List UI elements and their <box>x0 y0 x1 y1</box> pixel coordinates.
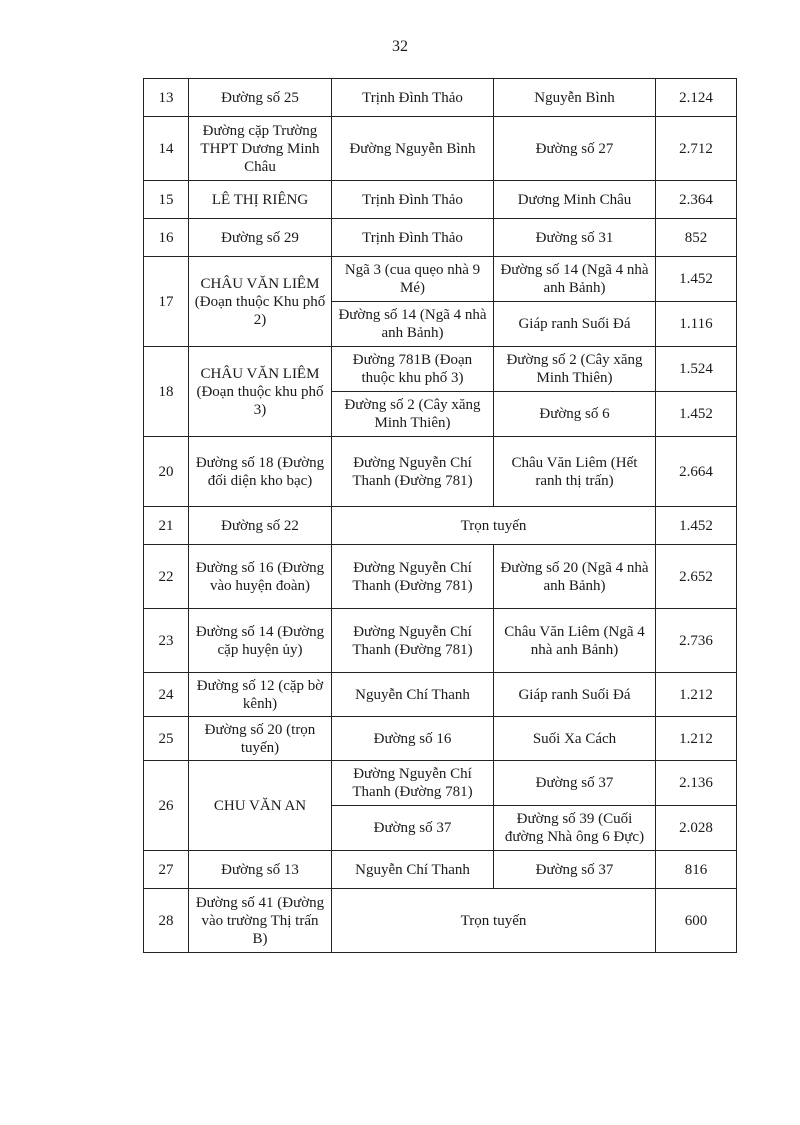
price-value: 2.028 <box>656 806 737 851</box>
segment-to: Nguyễn Bình <box>494 79 656 117</box>
table-row <box>144 673 737 717</box>
segment-to: Đường số 37 <box>494 761 656 806</box>
road-name: Đường số 16 (Đường vào huyện đoàn) <box>189 545 332 609</box>
row-number: 28 <box>144 889 189 953</box>
table-row <box>144 437 737 507</box>
segment-to: Giáp ranh Suối Đá <box>494 302 656 347</box>
table-row <box>144 181 737 219</box>
price-value: 600 <box>656 889 737 953</box>
segment-from: Trịnh Đình Thảo <box>332 181 494 219</box>
segment-to: Đường số 14 (Ngã 4 nhà anh Bảnh) <box>494 257 656 302</box>
price-value: 1.212 <box>656 673 737 717</box>
road-name: Đường số 29 <box>189 219 332 257</box>
segment-from: Đường Nguyễn Chí Thanh (Đường 781) <box>332 609 494 673</box>
price-value: 2.652 <box>656 545 737 609</box>
row-number: 17 <box>144 257 189 347</box>
segment-from: Đường số 37 <box>332 806 494 851</box>
price-value: 1.212 <box>656 717 737 761</box>
segment-from: Đường 781B (Đoạn thuộc khu phố 3) <box>332 347 494 392</box>
price-value: 2.124 <box>656 79 737 117</box>
segment-from: Đường số 2 (Cây xăng Minh Thiên) <box>332 392 494 437</box>
segment-from: Nguyễn Chí Thanh <box>332 673 494 717</box>
segment-to: Đường số 20 (Ngã 4 nhà anh Bảnh) <box>494 545 656 609</box>
price-value: 2.364 <box>656 181 737 219</box>
table-row <box>144 117 737 181</box>
road-name: Đường số 14 (Đường cặp huyện ủy) <box>189 609 332 673</box>
table-row <box>144 761 737 806</box>
segment-to: Giáp ranh Suối Đá <box>494 673 656 717</box>
road-name: CHÂU VĂN LIÊM (Đoạn thuộc khu phố 3) <box>189 347 332 437</box>
row-number: 13 <box>144 79 189 117</box>
full-route: Trọn tuyến <box>332 507 656 545</box>
segment-to: Châu Văn Liêm (Hết ranh thị trấn) <box>494 437 656 507</box>
segment-to: Đường số 6 <box>494 392 656 437</box>
price-value: 2.712 <box>656 117 737 181</box>
table-row <box>144 507 737 545</box>
price-table <box>143 78 737 953</box>
road-name: CHU VĂN AN <box>189 761 332 851</box>
row-number: 21 <box>144 507 189 545</box>
segment-from: Trịnh Đình Thảo <box>332 219 494 257</box>
table-row <box>144 851 737 889</box>
segment-from: Đường Nguyễn Bình <box>332 117 494 181</box>
row-number: 18 <box>144 347 189 437</box>
segment-from: Nguyễn Chí Thanh <box>332 851 494 889</box>
road-name: LÊ THỊ RIÊNG <box>189 181 332 219</box>
segment-to: Đường số 39 (Cuối đường Nhà ông 6 Đực) <box>494 806 656 851</box>
segment-to: Suối Xa Cách <box>494 717 656 761</box>
price-value: 852 <box>656 219 737 257</box>
road-name: Đường số 12 (cặp bờ kênh) <box>189 673 332 717</box>
row-number: 26 <box>144 761 189 851</box>
price-value: 1.524 <box>656 347 737 392</box>
row-number: 16 <box>144 219 189 257</box>
price-value: 2.136 <box>656 761 737 806</box>
table-row <box>144 79 737 117</box>
price-value: 1.116 <box>656 302 737 347</box>
segment-to: Đường số 31 <box>494 219 656 257</box>
segment-from: Trịnh Đình Thảo <box>332 79 494 117</box>
table-row <box>144 889 737 953</box>
road-name: Đường số 41 (Đường vào trường Thị trấn B) <box>189 889 332 953</box>
full-route: Trọn tuyến <box>332 889 656 953</box>
table-row <box>144 717 737 761</box>
page-number: 32 <box>392 38 408 55</box>
table-row <box>144 609 737 673</box>
road-name: Đường số 20 (trọn tuyến) <box>189 717 332 761</box>
price-value: 816 <box>656 851 737 889</box>
segment-from: Đường Nguyễn Chí Thanh (Đường 781) <box>332 437 494 507</box>
segment-to: Dương Minh Châu <box>494 181 656 219</box>
price-value: 1.452 <box>656 392 737 437</box>
segment-from: Ngã 3 (cua quẹo nhà 9 Mé) <box>332 257 494 302</box>
road-name: Đường số 13 <box>189 851 332 889</box>
price-value: 2.736 <box>656 609 737 673</box>
segment-from: Đường số 14 (Ngã 4 nhà anh Bảnh) <box>332 302 494 347</box>
row-number: 23 <box>144 609 189 673</box>
price-value: 1.452 <box>656 257 737 302</box>
table-row <box>144 347 737 392</box>
segment-to: Đường số 2 (Cây xăng Minh Thiên) <box>494 347 656 392</box>
price-value: 1.452 <box>656 507 737 545</box>
road-name: Đường số 22 <box>189 507 332 545</box>
table-row <box>144 545 737 609</box>
row-number: 15 <box>144 181 189 219</box>
road-name: Đường số 25 <box>189 79 332 117</box>
table-row <box>144 257 737 302</box>
segment-from: Đường số 16 <box>332 717 494 761</box>
row-number: 25 <box>144 717 189 761</box>
road-name: Đường số 18 (Đường đối diện kho bạc) <box>189 437 332 507</box>
row-number: 20 <box>144 437 189 507</box>
row-number: 14 <box>144 117 189 181</box>
road-name: CHÂU VĂN LIÊM (Đoạn thuộc Khu phố 2) <box>189 257 332 347</box>
row-number: 24 <box>144 673 189 717</box>
segment-from: Đường Nguyễn Chí Thanh (Đường 781) <box>332 545 494 609</box>
row-number: 27 <box>144 851 189 889</box>
segment-to: Đường số 37 <box>494 851 656 889</box>
segment-to: Châu Văn Liêm (Ngã 4 nhà anh Bảnh) <box>494 609 656 673</box>
segment-from: Đường Nguyễn Chí Thanh (Đường 781) <box>332 761 494 806</box>
table-row <box>144 219 737 257</box>
road-name: Đường cặp Trường THPT Dương Minh Châu <box>189 117 332 181</box>
price-value: 2.664 <box>656 437 737 507</box>
row-number: 22 <box>144 545 189 609</box>
segment-to: Đường số 27 <box>494 117 656 181</box>
